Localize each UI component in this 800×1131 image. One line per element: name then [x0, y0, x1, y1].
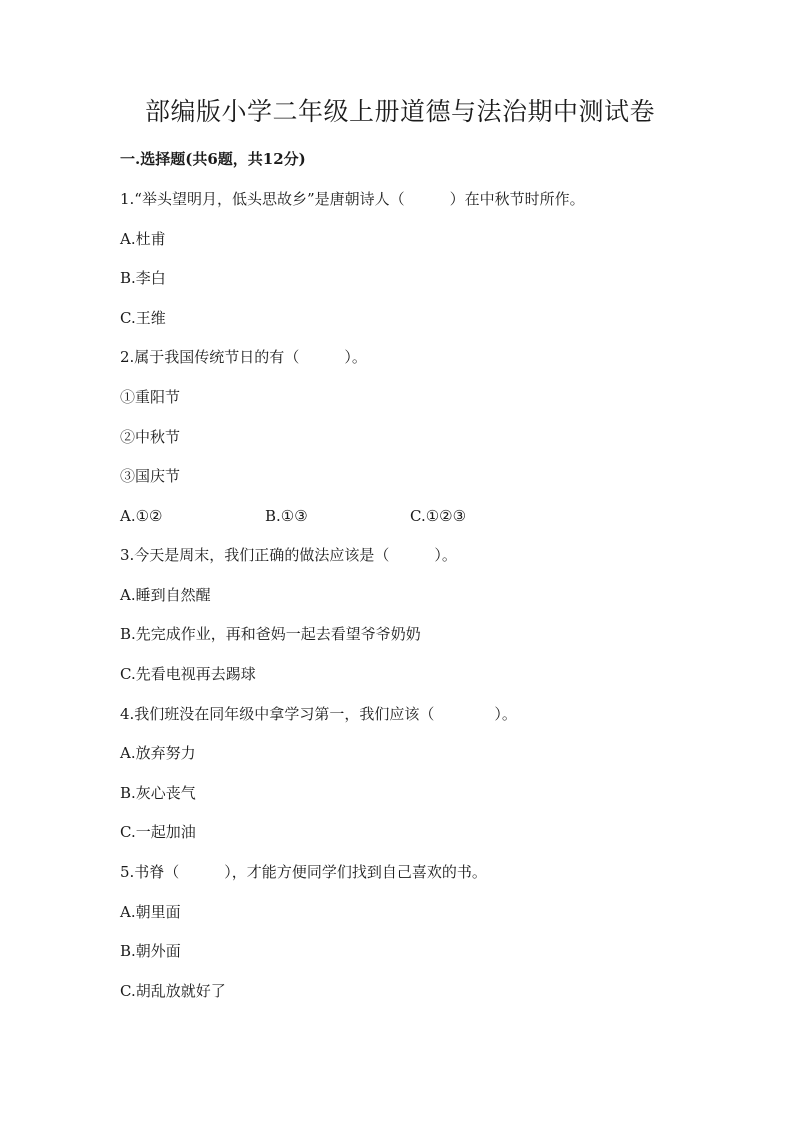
question-5-option-b: B.朝外面 [120, 942, 181, 960]
question-2-option-b: B.①③ [265, 507, 308, 525]
question-1-option-b: B.李白 [120, 269, 166, 287]
question-3-option-c: C.先看电视再去踢球 [120, 665, 256, 683]
question-1-stem: 1.“举头望明月，低头思故乡”是唐朝诗人（ ）在中秋节时所作。 [120, 190, 585, 208]
question-2-option-a: A.①② [120, 507, 163, 525]
question-4-option-c: C.一起加油 [120, 823, 196, 841]
question-2-stem: 2.属于我国传统节日的有（ ）。 [120, 348, 367, 366]
question-4-option-b: B.灰心丧气 [120, 784, 196, 802]
question-1-option-a: A.杜甫 [120, 230, 166, 248]
question-3-option-a: A.睡到自然醒 [120, 586, 211, 604]
question-1-option-c: C.王维 [120, 309, 166, 327]
question-5-stem: 5.书脊（ ），才能方便同学们找到自己喜欢的书。 [120, 863, 487, 881]
question-2-option-c: C.①②③ [410, 507, 467, 525]
page-title: 部编版小学二年级上册道德与法治期中测试卷 [144, 97, 655, 126]
question-4-stem: 4.我们班没在同年级中拿学习第一，我们应该（ ）。 [120, 705, 517, 723]
question-3-stem: 3.今天是周末，我们正确的做法应该是（ ）。 [120, 546, 457, 564]
question-2-item-1: ①重阳节 [120, 388, 181, 406]
question-4-option-a: A.放弃努力 [120, 744, 196, 762]
question-5-option-c: C.胡乱放就好了 [120, 982, 226, 1000]
question-2-item-2: ②中秋节 [120, 428, 181, 446]
question-5-option-a: A.朝里面 [120, 903, 181, 921]
question-3-option-b: B.先完成作业，再和爸妈一起去看望爷爷奶奶 [120, 625, 421, 643]
section-heading: 一.选择题(共6题，共12分) [120, 150, 306, 168]
question-2-item-3: ③国庆节 [120, 467, 181, 485]
